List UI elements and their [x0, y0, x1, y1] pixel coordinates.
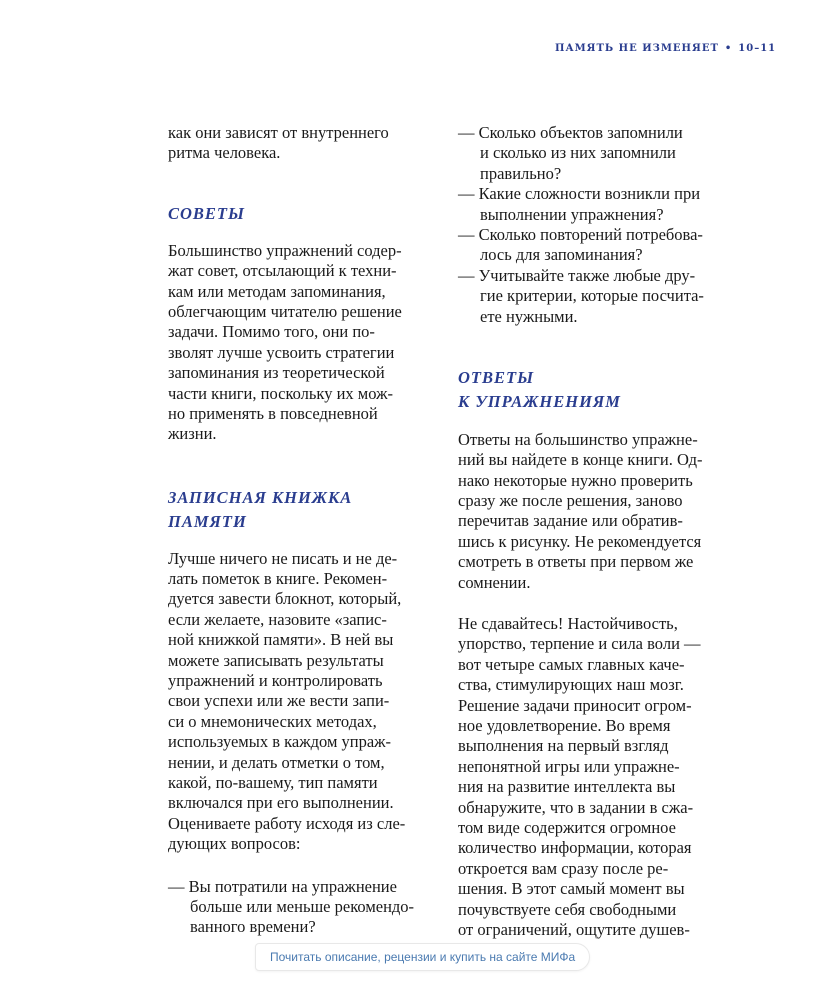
text-line: если желаете, назовите «запис- — [168, 609, 387, 629]
text-line: как они зависят от внутреннего — [168, 123, 389, 142]
text-line: ное удовлетворение. Во время — [458, 715, 671, 735]
text-line: нако некоторые нужно проверить — [458, 470, 693, 490]
text-line: свои успехи или же вести запи- — [168, 691, 390, 711]
text-line: зволят лучше усвоить стратегии — [168, 342, 395, 362]
text-line: гие критерии, которые посчита- — [480, 286, 704, 306]
list-item — [458, 225, 733, 266]
text-line: Не сдавайтесь! Настойчивость, — [458, 614, 678, 634]
text-line: си о мнемонических методах, — [168, 711, 377, 731]
text-line: Большинство упражнений содер- — [168, 240, 402, 260]
text-line: правильно? — [480, 163, 562, 183]
text-line: сразу же после решения, заново — [458, 491, 683, 511]
text-line: включался при его выполнении. — [168, 793, 394, 813]
text-line: шись к рисунку. Не рекомендуется — [458, 531, 702, 551]
text-line: жат совет, отсылающий к техни- — [168, 261, 397, 281]
spacer — [168, 855, 443, 877]
text-line: ния на развитие интеллекта вы — [458, 777, 676, 797]
spacer — [458, 593, 733, 614]
spacer — [168, 534, 443, 549]
list-item — [458, 123, 733, 184]
buy-link[interactable]: Почитать описание, рецензии и купить на сайте МИФа — [255, 943, 590, 971]
text-line: больше или меньше рекомендо- — [190, 896, 415, 916]
text-line: обнаружите, что в задании в сжа- — [458, 797, 694, 817]
text-line: кам или методам запоминания, — [168, 281, 386, 301]
text-line: — Вы потратили на упражнение — [168, 876, 397, 896]
page-numbers: 10–11 — [738, 43, 777, 54]
section-heading — [168, 486, 443, 534]
text-line: том виде содержится огромное — [458, 817, 676, 837]
text-line: облегчающим читателю решение — [168, 301, 402, 321]
text-line: сомнении. — [458, 572, 531, 592]
heading-line: ПАМЯТИ — [168, 511, 247, 531]
spacer — [458, 414, 733, 430]
text-line: какой, по-вашему, тип памяти — [168, 772, 378, 792]
text-line: от ограничений, ощутите душев- — [458, 919, 690, 939]
text-line: ной книжкой памяти». В ней вы — [168, 630, 394, 650]
text-line: Оцениваете работу исходя из сле- — [168, 813, 406, 833]
text-line: нении, и делать отметки о том, — [168, 752, 385, 772]
paragraph — [168, 241, 443, 445]
text-line: — Сколько повторений потребова- — [458, 224, 703, 244]
spacer — [168, 164, 443, 202]
text-line: вот четыре самых главных каче- — [458, 654, 685, 674]
text-line: шения. В этот самый момент вы — [458, 879, 685, 899]
spacer — [168, 226, 443, 241]
paragraph — [168, 123, 443, 164]
text-line: дующих вопросов: — [168, 834, 301, 854]
heading-line: ОТВЕТЫ — [458, 367, 535, 387]
text-line: используемых в каждом упраж- — [168, 732, 392, 752]
text-line: почувствуете себя свободными — [458, 899, 677, 919]
text-line: дуется завести блокнот, который, — [168, 589, 402, 609]
text-line: упражнений и контролировать — [168, 671, 383, 691]
text-line: смотреть в ответы при первом же — [458, 552, 694, 572]
text-line: — Учитывайте также любые дру- — [458, 265, 696, 285]
text-line: ства, стимулирующих наш мозг. — [458, 675, 684, 695]
text-line: части книги, поскольку их мож- — [168, 383, 393, 403]
text-line: количество информации, которая — [458, 838, 692, 858]
spacer — [168, 445, 443, 486]
paragraph — [168, 549, 443, 855]
text-line: ванного времени? — [190, 917, 316, 937]
text-line: — Сколько объектов запомнили — [458, 123, 683, 142]
list-item — [458, 266, 733, 327]
text-line: лать пометок в книге. Рекомен- — [168, 569, 388, 589]
list-item — [168, 877, 443, 938]
text-line: запоминания из теоретической — [168, 363, 385, 383]
text-line: ете нужными. — [480, 306, 578, 326]
section-heading — [458, 366, 733, 414]
list-item — [458, 184, 733, 225]
text-line: — Какие сложности возникли при — [458, 184, 701, 204]
text-line: Ответы на большинство упражне- — [458, 429, 698, 449]
text-line: выполнения на первый взгляд — [458, 736, 669, 756]
text-line: ний вы найдете в конце книги. Од- — [458, 450, 703, 470]
text-line: и сколько из них запомнили — [480, 143, 676, 163]
right-column — [458, 123, 733, 940]
left-column — [168, 123, 443, 938]
text-line: можете записывать результаты — [168, 650, 384, 670]
running-header — [555, 43, 776, 54]
heading-line: К УПРАЖНЕНИЯМ — [458, 391, 621, 411]
text-line: непонятной игры или упражне- — [458, 756, 680, 776]
paragraph — [458, 430, 733, 593]
text-line: перечитав задание или обратив- — [458, 511, 683, 531]
text-line: упорство, терпение и сила воли — — [458, 634, 701, 654]
text-line: задачи. Помимо того, они по- — [168, 322, 375, 342]
paragraph — [458, 614, 733, 940]
text-line: лось для запоминания? — [480, 245, 643, 265]
text-line: ритма человека. — [168, 143, 281, 163]
bullet: • — [724, 43, 733, 54]
section-heading — [168, 202, 443, 226]
text-line: откроется вам сразу после ре- — [458, 858, 669, 878]
text-line: выполнении упражнения? — [480, 204, 664, 224]
running-title: ПАМЯТЬ НЕ ИЗМЕНЯЕТ — [555, 43, 719, 54]
text-line: Решение задачи приносит огром- — [458, 695, 692, 715]
text-line: жизни. — [168, 424, 217, 444]
heading-line: СОВЕТЫ — [168, 203, 246, 223]
spacer — [458, 327, 733, 366]
heading-line: ЗАПИСНАЯ КНИЖКА — [168, 487, 353, 507]
text-line: Лучше ничего не писать и не де- — [168, 548, 398, 568]
text-line: но применять в повседневной — [168, 403, 378, 423]
